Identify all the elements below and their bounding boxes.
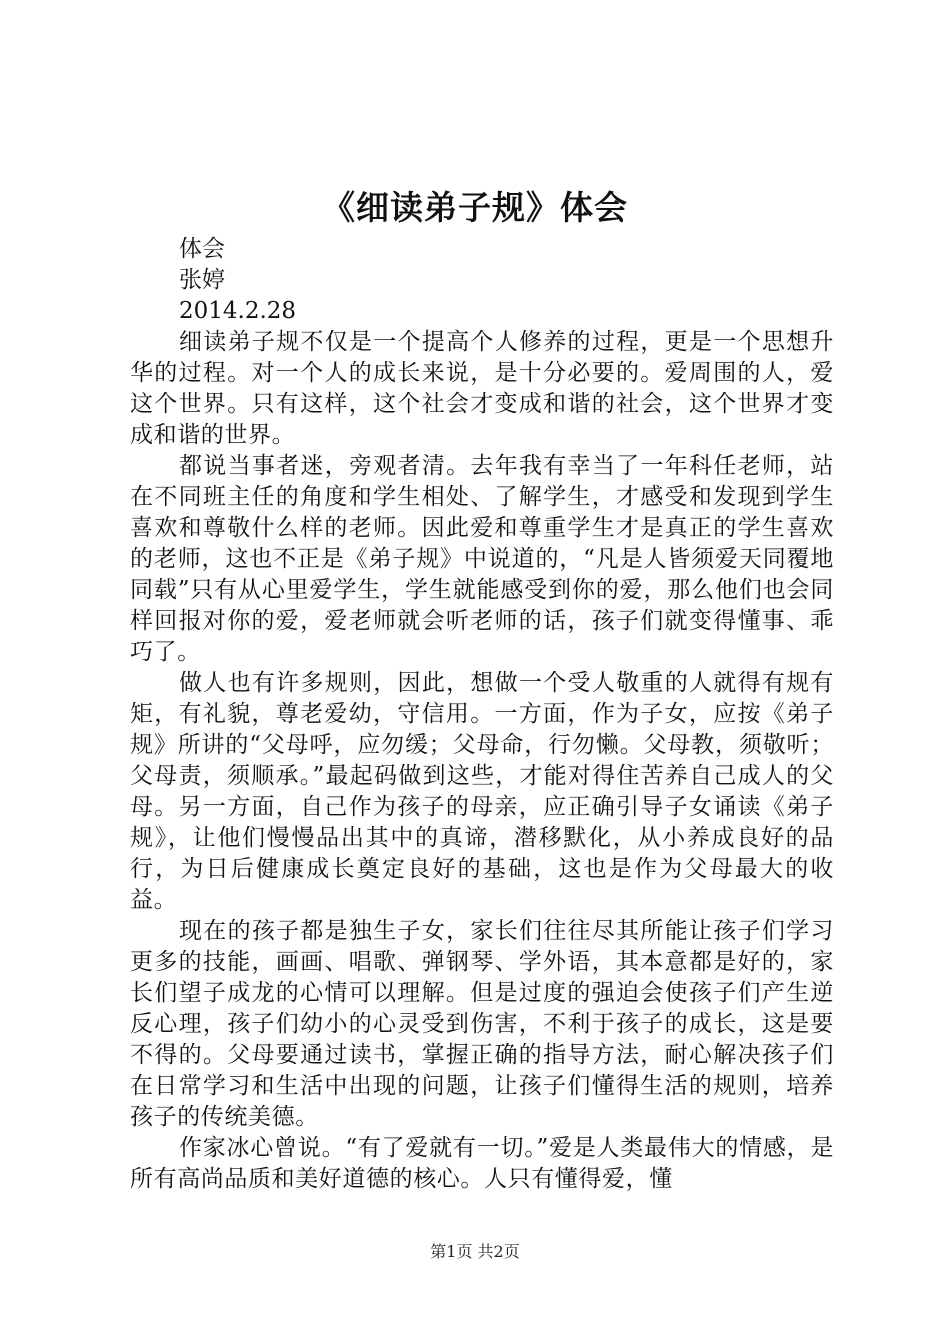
author-line: 张婷 <box>179 267 225 293</box>
document-title: 《细读弟子规》体会 <box>322 188 628 227</box>
paragraph: 细读弟子规不仅是一个提高个人修养的过程，更是一个思想升华的过程。对一个人的成长来说，是十分必要的。爱周围的人，爱这个世界。只有这样，这个社会才变成和谐的社会，这个世界才变成和谐的世界。 <box>130 329 834 448</box>
document-body <box>130 234 834 1195</box>
paragraph: 作家冰心曾说。“有了爱就有一切。”爱是人类最伟大的情感，是所有高尚品质和美好道德的核心。人只有懂得爱，懂 <box>130 1135 834 1192</box>
paragraph: 现在的孩子都是独生子女，家长们往往尽其所能让孩子们学习更多的技能，画画、唱歌、弹钢琴、学外语，其本意都是好的，家长们望子成龙的心情可以理解。但是过度的强迫会使孩子们产生逆反心理，孩子们幼小的心灵受到伤害，不利于孩子的成长，这是要不得的。父母要通过读书，掌握正确的指导方法，耐心解决孩子们在日常学习和生活中出现的问题，让孩子们懂得生活的规则，培养孩子的传统美德。 <box>130 918 834 1130</box>
subtitle-line: 体会 <box>179 236 225 262</box>
page-number-footer: 第1页 共2页 <box>430 1242 520 1261</box>
paragraph: 都说当事者迷，旁观者清。去年我有幸当了一年科任老师，站在不同班主任的角度和学生相处、了解学生，才感受和发现到学生喜欢和尊敬什么样的老师。因此爱和尊重学生才是真正的学生喜欢的老师，这也不正是《弟子规》中说道的，“凡是人皆须爱天同覆地同载”只有从心里爱学生，学生就能感受到你的爱，那么他们也会同样回报对你的爱，爱老师就会听老师的话，孩子们就变得懂事、乖巧了。 <box>130 453 834 665</box>
date-line: 2014.2.28 <box>179 298 297 324</box>
paragraph: 做人也有许多规则，因此，想做一个受人敬重的人就得有规有矩，有礼貌，尊老爱幼，守信用。一方面，作为子女，应按《弟子规》所讲的“父母呼，应勿缓；父母命，行勿懒。父母教，须敬听；父母责，须顺承。”最起码做到这些，才能对得住苦养自己成人的父母。另一方面，自己作为孩子的母亲，应正确引导子女诵读《弟子规》，让他们慢慢品出其中的真谛，潜移默化，从小养成良好的品行，为日后健康成长奠定良好的基础，这也是作为父母最大的收益。 <box>130 670 834 913</box>
